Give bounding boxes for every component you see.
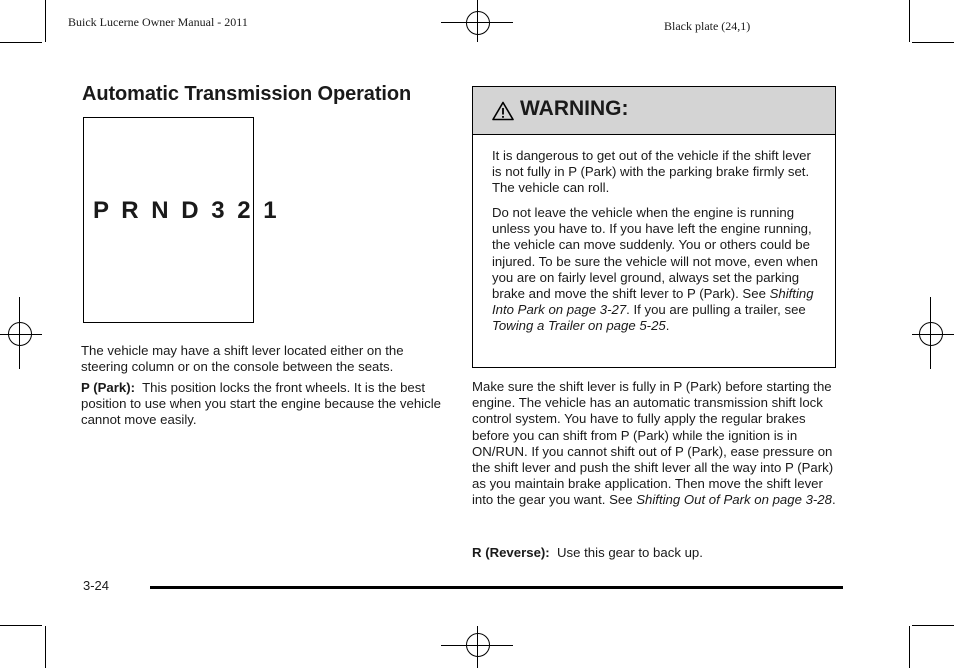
warning-triangle-icon [492, 101, 514, 121]
crop-mark [909, 626, 910, 668]
reverse-label: R (Reverse): [472, 545, 550, 560]
footer-rule [150, 586, 843, 589]
cross-reference-link[interactable]: Shifting Out of Park on page 3-28 [636, 492, 832, 508]
page-number: 3-24 [83, 578, 110, 593]
crop-mark [912, 625, 954, 626]
section-title: Automatic Transmission Operation [82, 83, 412, 105]
warning-paragraph-2 [492, 205, 822, 335]
crop-mark [909, 0, 910, 42]
park-paragraph [81, 380, 446, 429]
shift-lock-paragraph [472, 379, 837, 509]
crop-mark [0, 42, 42, 43]
reverse-text: Use this gear to back up. [557, 545, 703, 560]
plate-label: Black plate (24,1) [664, 19, 751, 33]
warning-text: Do not leave the vehicle when the engine is running unless you have to. If you have left the engine running, the vehicle can move suddenly. You or others could be injured. To be sure the vehicle will not move, even when you are on fairly level ground, always set the parking brake and move the shift lever to P (Park). See [492, 205, 818, 302]
cross-reference-link[interactable]: Shifting Into Park on page 3-27 [492, 286, 814, 318]
paragraph-text: . [831, 492, 836, 508]
park-label: P (Park): [81, 380, 135, 395]
warning-title: WARNING: [520, 97, 629, 120]
park-text: This position locks the front wheels. It is the best position to use when you start the engine because the vehicle cannot move easily. [81, 380, 441, 428]
warning-text: . [665, 318, 670, 334]
crop-mark [912, 42, 954, 43]
manual-title: Buick Lucerne Owner Manual - 2011 [68, 15, 248, 29]
shift-indicator-text: P R N D 3 2 1 [93, 197, 280, 224]
reverse-paragraph [472, 545, 837, 561]
warning-header [473, 87, 835, 135]
cross-reference-link[interactable]: Towing a Trailer on page 5-25 [492, 318, 666, 334]
intro-paragraph: The vehicle may have a shift lever located either on the steering column or on the console between the seats. [81, 343, 404, 375]
crop-mark [45, 0, 46, 42]
warning-box [472, 86, 836, 368]
crop-mark [0, 625, 42, 626]
shift-indicator-figure [83, 117, 280, 323]
warning-paragraph-1: It is dangerous to get out of the vehicle if the shift lever is not fully in P (Park) with the parking brake firmly set. The vehicle can roll. [492, 148, 811, 196]
crop-mark [45, 626, 46, 668]
paragraph-text: Make sure the shift lever is fully in P (Park) before starting the engine. The vehicle has an automatic transmission shift lock control system. You have to fully apply the regular brakes before you can shift from P (Park) while the ignition is in ON/RUN. If you cannot shift out of P (Park), ease pressure on the shift lever and push the shift lever all the way into P (Park) as you maintain brake application. Then move the shift lever into the gear you want. See [472, 379, 834, 508]
warning-text: . If you are pulling a trailer, see [626, 302, 806, 318]
